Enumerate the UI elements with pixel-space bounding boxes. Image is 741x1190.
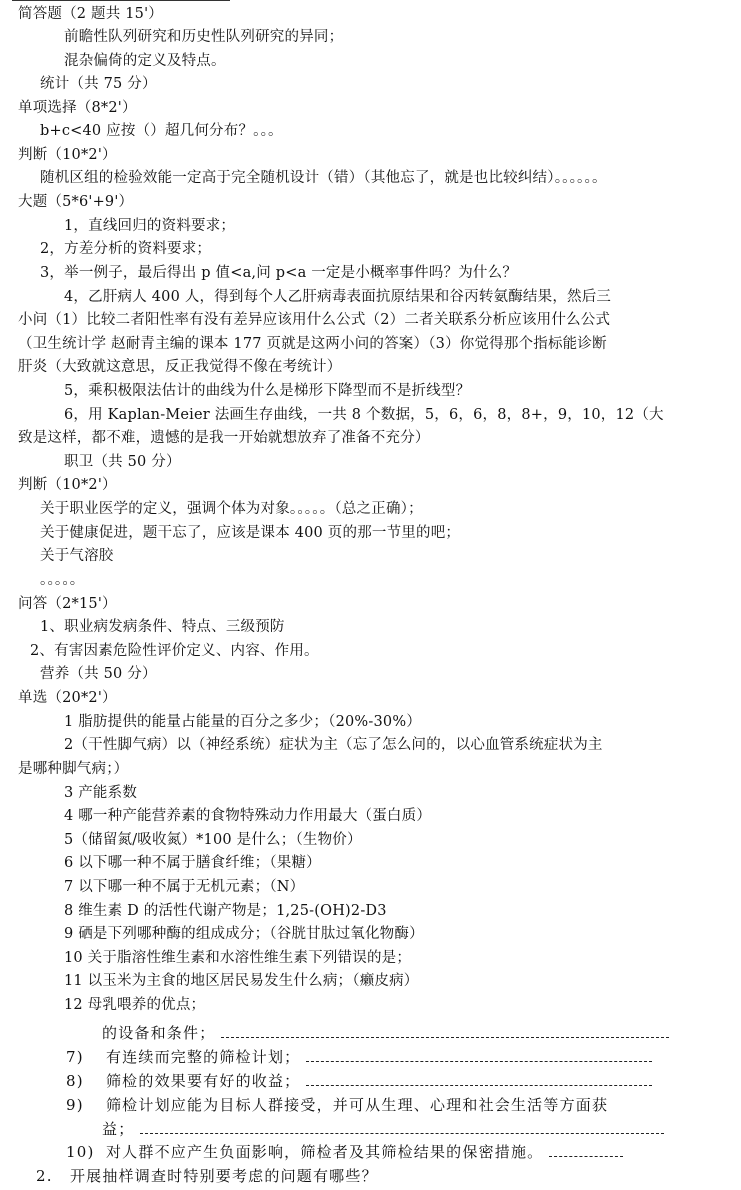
item-number: 7) bbox=[66, 1048, 84, 1066]
section-statistics-heading: 统计（共 75 分） bbox=[40, 76, 157, 92]
section-occupational-heading: 职卫（共 50 分） bbox=[64, 454, 181, 470]
answer-blank bbox=[221, 1023, 669, 1038]
text-line: 8 维生素 D 的活性代谢产物是；1,25-(OH)2-D3 bbox=[64, 903, 387, 919]
text-line: 7 以下哪一种不属于无机元素；（N） bbox=[64, 879, 305, 895]
text-line: 随机区组的检验效能一定高于完全随机设计（错）（其他忘了，就是也比较纠结）。。。。。。 bbox=[40, 170, 607, 186]
answer-blank bbox=[140, 1119, 664, 1134]
question-text: 开展抽样调查时特别要考虑的问题有哪些？ bbox=[69, 1167, 378, 1185]
text-line: 4 哪一种产能营养素的食物特殊动力作用最大（蛋白质） bbox=[64, 808, 432, 824]
item-number: 8) bbox=[66, 1072, 84, 1090]
text-line: 3，举一例子，最后得出 p 值<a,问 p<a 一定是小概率事件吗？为什么？ bbox=[40, 265, 518, 281]
answer-blank bbox=[306, 1071, 652, 1086]
item-text: 对人群不应产生负面影响，筛检者及其筛检结果的保密措施。 bbox=[105, 1143, 544, 1161]
text-line: 10 关于脂溶性维生素和水溶性维生素下列错误的是； bbox=[64, 950, 412, 966]
text-line: 关于职业医学的定义，强调个体为对象。。。。。（总之正确）； bbox=[40, 501, 423, 517]
top-rule bbox=[12, 0, 230, 1]
text-line: 1 脂肪提供的能量占能量的百分之多少；（20%-30%） bbox=[64, 714, 422, 730]
screening-item-10 bbox=[66, 1142, 623, 1162]
subsection-heading: 判断（10*2'） bbox=[18, 147, 117, 163]
subsection-heading: 单项选择（8*2'） bbox=[18, 100, 137, 116]
text-line: 。。。。。 bbox=[40, 572, 85, 588]
text-line: （卫生统计学 赵耐青主编的课本 177 页就是这两小问的答案）（3）你觉得那个指标能诊断 bbox=[18, 336, 607, 352]
text-line: 3 产能系数 bbox=[64, 785, 138, 801]
item-text: 筛检计划应能为目标人群接受，并可从生理、心理和社会生活等方面获 bbox=[105, 1096, 609, 1114]
text-line: 关于气溶胶 bbox=[40, 548, 114, 564]
subsection-heading: 单选（20*2'） bbox=[18, 690, 117, 706]
item-number: 10) bbox=[66, 1143, 95, 1161]
text-line: 致是这样，都不难，遗憾的是我一开始就想放弃了准备不充分） bbox=[18, 430, 430, 446]
screening-item-9-continuation bbox=[102, 1119, 664, 1139]
text-line: 6 以下哪一种不属于膳食纤维；（果糖） bbox=[64, 855, 321, 871]
text-line: 6，用 Kaplan-Meier 法画生存曲线，一共 8 个数据，5，6，6，8，8+，9，10，12（大 bbox=[64, 407, 664, 423]
text-line: 2、有害因素危险性评价定义、内容、作用。 bbox=[30, 643, 319, 659]
answer-blank bbox=[549, 1142, 623, 1157]
subsection-heading: 判断（10*2'） bbox=[18, 477, 117, 493]
question-number: 2. bbox=[36, 1167, 53, 1185]
text-line: 1，直线回归的资料要求； bbox=[64, 218, 236, 234]
subsection-heading: 问答（2*15'） bbox=[18, 596, 117, 612]
text-line: 5（储留氮/吸收氮）*100 是什么；（生物价） bbox=[64, 832, 362, 848]
question-2 bbox=[36, 1166, 378, 1186]
text-line: 11 以玉米为主食的地区居民易发生什么病；（癞皮病） bbox=[64, 973, 419, 989]
item-text: 筛检的效果要有好的收益； bbox=[105, 1072, 301, 1090]
item-number: 9) bbox=[66, 1096, 84, 1114]
subsection-heading: 大题（5*6'+9'） bbox=[18, 194, 134, 210]
text-line: 4，乙肝病人 400 人，得到每个人乙肝病毒表面抗原结果和谷丙转氨酶结果，然后三 bbox=[64, 289, 612, 305]
answer-blank bbox=[306, 1047, 652, 1062]
text-line: 5，乘积极限法估计的曲线为什么是梯形下降型而不是折线型？ bbox=[64, 383, 471, 399]
text-line: 1、职业病发病条件、特点、三级预防 bbox=[40, 619, 285, 635]
text-line: 前瞻性队列研究和历史性队列研究的异同； bbox=[64, 29, 344, 45]
screening-item-continuation bbox=[102, 1023, 669, 1043]
text-line: 2，方差分析的资料要求； bbox=[40, 241, 212, 257]
text-line: 关于健康促进，题干忘了，应该是课本 400 页的那一节里的吧； bbox=[40, 525, 461, 541]
text-line: b+c<40 应按（）超几何分布？。。。 bbox=[40, 123, 283, 139]
text-line: 小问（1）比较二者阳性率有没有差异应该用什么公式（2）二者关联系分析应该用什么公式 bbox=[18, 312, 611, 328]
screening-item-9 bbox=[66, 1095, 608, 1115]
text-line: 肝炎（大致就这意思，反正我觉得不像在考统计） bbox=[18, 359, 342, 375]
item-text: 有连续而完整的筛检计划； bbox=[105, 1048, 301, 1066]
item-text: 益； bbox=[102, 1120, 135, 1138]
section-nutrition-heading: 营养（共 50 分） bbox=[40, 666, 157, 682]
screening-item-8 bbox=[66, 1071, 652, 1091]
text-line: 12 母乳喂养的优点； bbox=[64, 997, 206, 1013]
text-line: 2（干性脚气病）以（神经系统）症状为主（忘了怎么问的，以心血管系统症状为主 bbox=[64, 737, 603, 753]
text-line: 混杂偏倚的定义及特点。 bbox=[64, 53, 226, 69]
screening-item-7 bbox=[66, 1047, 652, 1067]
text-line: 是哪种脚气病；） bbox=[18, 761, 129, 777]
text-line: 9 硒是下列哪种酶的组成成分；（谷胱甘肽过氧化物酶） bbox=[64, 926, 424, 942]
section-short-answer-heading: 简答题（2 题共 15'） bbox=[18, 6, 163, 22]
item-text: 的设备和条件； bbox=[102, 1024, 216, 1042]
